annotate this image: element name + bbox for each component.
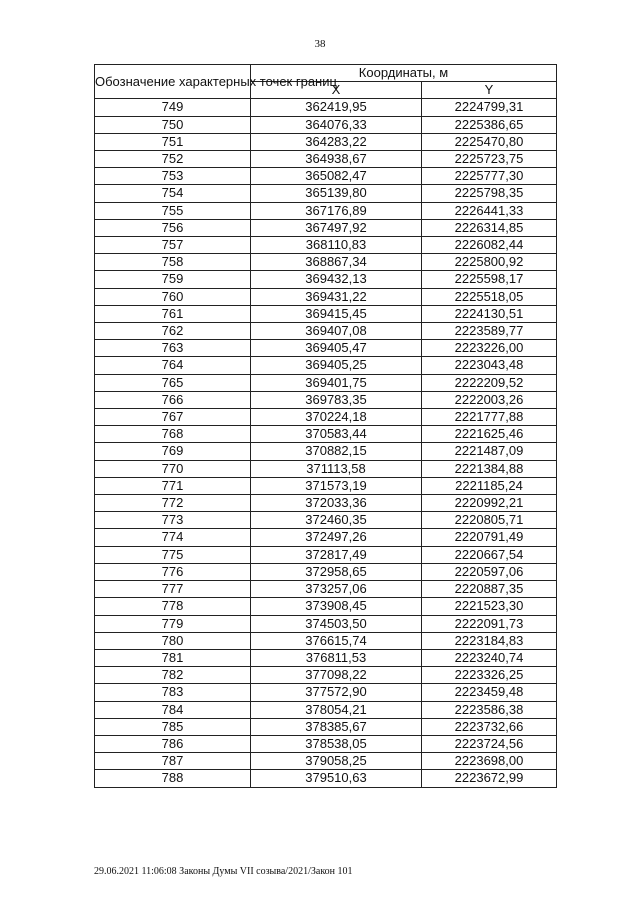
x-coordinate-cell: 376615,74 — [251, 632, 422, 649]
table-row — [95, 495, 557, 512]
y-coordinate-cell: 2226441,33 — [422, 202, 557, 219]
y-coordinate-cell: 2226314,85 — [422, 219, 557, 236]
table-row — [95, 770, 557, 787]
point-id-cell: 788 — [95, 770, 251, 787]
table-row — [95, 684, 557, 701]
point-id-cell: 756 — [95, 219, 251, 236]
table-row — [95, 288, 557, 305]
y-coordinate-cell: 2220805,71 — [422, 512, 557, 529]
x-coordinate-cell: 364938,67 — [251, 151, 422, 168]
header-designation: Обозначение характерных точек границ — [95, 65, 251, 99]
point-id-cell: 760 — [95, 288, 251, 305]
x-coordinate-cell: 362419,95 — [251, 99, 422, 116]
y-coordinate-cell: 2220667,54 — [422, 546, 557, 563]
x-coordinate-cell: 373257,06 — [251, 581, 422, 598]
table-row — [95, 151, 557, 168]
point-id-cell: 765 — [95, 374, 251, 391]
y-coordinate-cell: 2221777,88 — [422, 409, 557, 426]
point-id-cell: 783 — [95, 684, 251, 701]
point-id-cell: 773 — [95, 512, 251, 529]
point-id-cell: 781 — [95, 649, 251, 666]
x-coordinate-cell: 365139,80 — [251, 185, 422, 202]
table-row — [95, 598, 557, 615]
y-coordinate-cell: 2223698,00 — [422, 753, 557, 770]
point-id-cell: 750 — [95, 116, 251, 133]
y-coordinate-cell: 2223326,25 — [422, 667, 557, 684]
page-number: 38 — [314, 38, 326, 50]
y-coordinate-cell: 2223586,38 — [422, 701, 557, 718]
document-footer: 29.06.2021 11:06:08 Законы Думы VII созыва/2021/Закон 101 — [94, 866, 353, 877]
y-coordinate-cell: 2220597,06 — [422, 563, 557, 580]
table-row — [95, 357, 557, 374]
table-row — [95, 632, 557, 649]
y-coordinate-cell: 2224799,31 — [422, 99, 557, 116]
y-coordinate-cell: 2221384,88 — [422, 460, 557, 477]
point-id-cell: 763 — [95, 340, 251, 357]
y-coordinate-cell: 2223240,74 — [422, 649, 557, 666]
table-row — [95, 426, 557, 443]
table-row — [95, 340, 557, 357]
x-coordinate-cell: 364076,33 — [251, 116, 422, 133]
x-coordinate-cell: 372460,35 — [251, 512, 422, 529]
x-coordinate-cell: 364283,22 — [251, 133, 422, 150]
x-coordinate-cell: 378054,21 — [251, 701, 422, 718]
point-id-cell: 755 — [95, 202, 251, 219]
table-row — [95, 202, 557, 219]
table-row — [95, 391, 557, 408]
point-id-cell: 772 — [95, 495, 251, 512]
x-coordinate-cell: 373908,45 — [251, 598, 422, 615]
table-row — [95, 667, 557, 684]
y-coordinate-cell: 2225518,05 — [422, 288, 557, 305]
point-id-cell: 786 — [95, 735, 251, 752]
point-id-cell: 754 — [95, 185, 251, 202]
header-y: Y — [422, 82, 557, 99]
point-id-cell: 764 — [95, 357, 251, 374]
point-id-cell: 771 — [95, 477, 251, 494]
x-coordinate-cell: 369407,08 — [251, 323, 422, 340]
x-coordinate-cell: 369401,75 — [251, 374, 422, 391]
point-id-cell: 784 — [95, 701, 251, 718]
y-coordinate-cell: 2225777,30 — [422, 168, 557, 185]
x-coordinate-cell: 370224,18 — [251, 409, 422, 426]
x-coordinate-cell: 365082,47 — [251, 168, 422, 185]
x-coordinate-cell: 367497,92 — [251, 219, 422, 236]
table-row — [95, 753, 557, 770]
x-coordinate-cell: 379058,25 — [251, 753, 422, 770]
point-id-cell: 787 — [95, 753, 251, 770]
x-coordinate-cell: 369432,13 — [251, 271, 422, 288]
table-header — [95, 65, 557, 99]
y-coordinate-cell: 2223589,77 — [422, 323, 557, 340]
table-row — [95, 374, 557, 391]
point-id-cell: 769 — [95, 443, 251, 460]
y-coordinate-cell: 2223732,66 — [422, 718, 557, 735]
table-row — [95, 615, 557, 632]
table-row — [95, 701, 557, 718]
point-id-cell: 759 — [95, 271, 251, 288]
x-coordinate-cell: 378385,67 — [251, 718, 422, 735]
point-id-cell: 779 — [95, 615, 251, 632]
x-coordinate-cell: 370882,15 — [251, 443, 422, 460]
x-coordinate-cell: 369405,25 — [251, 357, 422, 374]
y-coordinate-cell: 2223226,00 — [422, 340, 557, 357]
y-coordinate-cell: 2223459,48 — [422, 684, 557, 701]
y-coordinate-cell: 2225386,65 — [422, 116, 557, 133]
table-row — [95, 99, 557, 116]
y-coordinate-cell: 2225598,17 — [422, 271, 557, 288]
x-coordinate-cell: 370583,44 — [251, 426, 422, 443]
x-coordinate-cell: 377098,22 — [251, 667, 422, 684]
x-coordinate-cell: 369415,45 — [251, 305, 422, 322]
header-coordinates: Координаты, м — [251, 65, 557, 82]
y-coordinate-cell: 2221523,30 — [422, 598, 557, 615]
table-row — [95, 512, 557, 529]
point-id-cell: 770 — [95, 460, 251, 477]
point-id-cell: 778 — [95, 598, 251, 615]
table-row — [95, 116, 557, 133]
y-coordinate-cell: 2220992,21 — [422, 495, 557, 512]
y-coordinate-cell: 2224130,51 — [422, 305, 557, 322]
x-coordinate-cell: 368110,83 — [251, 237, 422, 254]
point-id-cell: 757 — [95, 237, 251, 254]
point-id-cell: 782 — [95, 667, 251, 684]
y-coordinate-cell: 2220887,35 — [422, 581, 557, 598]
x-coordinate-cell: 377572,90 — [251, 684, 422, 701]
point-id-cell: 775 — [95, 546, 251, 563]
point-id-cell: 762 — [95, 323, 251, 340]
table-row — [95, 563, 557, 580]
y-coordinate-cell: 2226082,44 — [422, 237, 557, 254]
point-id-cell: 780 — [95, 632, 251, 649]
table-row — [95, 323, 557, 340]
coordinates-table — [94, 64, 557, 788]
point-id-cell: 767 — [95, 409, 251, 426]
x-coordinate-cell: 374503,50 — [251, 615, 422, 632]
x-coordinate-cell: 369431,22 — [251, 288, 422, 305]
point-id-cell: 758 — [95, 254, 251, 271]
y-coordinate-cell: 2223184,83 — [422, 632, 557, 649]
x-coordinate-cell: 369783,35 — [251, 391, 422, 408]
x-coordinate-cell: 372497,26 — [251, 529, 422, 546]
x-coordinate-cell: 379510,63 — [251, 770, 422, 787]
table-row — [95, 735, 557, 752]
table-row — [95, 649, 557, 666]
table-row — [95, 254, 557, 271]
y-coordinate-cell: 2222003,26 — [422, 391, 557, 408]
x-coordinate-cell: 372817,49 — [251, 546, 422, 563]
point-id-cell: 774 — [95, 529, 251, 546]
y-coordinate-cell: 2223672,99 — [422, 770, 557, 787]
table-row — [95, 133, 557, 150]
y-coordinate-cell: 2225798,35 — [422, 185, 557, 202]
table-row — [95, 443, 557, 460]
table-row — [95, 546, 557, 563]
table-row — [95, 185, 557, 202]
table-row — [95, 305, 557, 322]
table-row — [95, 409, 557, 426]
point-id-cell: 766 — [95, 391, 251, 408]
point-id-cell: 768 — [95, 426, 251, 443]
x-coordinate-cell: 368867,34 — [251, 254, 422, 271]
table-row — [95, 477, 557, 494]
y-coordinate-cell: 2221185,24 — [422, 477, 557, 494]
table-row — [95, 271, 557, 288]
x-coordinate-cell: 372033,36 — [251, 495, 422, 512]
x-coordinate-cell: 376811,53 — [251, 649, 422, 666]
y-coordinate-cell: 2221625,46 — [422, 426, 557, 443]
table-row — [95, 237, 557, 254]
header-x: X — [251, 82, 422, 99]
y-coordinate-cell: 2220791,49 — [422, 529, 557, 546]
y-coordinate-cell: 2221487,09 — [422, 443, 557, 460]
point-id-cell: 752 — [95, 151, 251, 168]
table-row — [95, 219, 557, 236]
y-coordinate-cell: 2225800,92 — [422, 254, 557, 271]
point-id-cell: 749 — [95, 99, 251, 116]
y-coordinate-cell: 2225470,80 — [422, 133, 557, 150]
point-id-cell: 761 — [95, 305, 251, 322]
table-row — [95, 460, 557, 477]
x-coordinate-cell: 371113,58 — [251, 460, 422, 477]
point-id-cell: 777 — [95, 581, 251, 598]
y-coordinate-cell: 2222091,73 — [422, 615, 557, 632]
table-row — [95, 168, 557, 185]
table-body — [95, 99, 557, 787]
point-id-cell: 753 — [95, 168, 251, 185]
table-row — [95, 718, 557, 735]
point-id-cell: 776 — [95, 563, 251, 580]
y-coordinate-cell: 2223724,56 — [422, 735, 557, 752]
table-row — [95, 581, 557, 598]
point-id-cell: 785 — [95, 718, 251, 735]
y-coordinate-cell: 2223043,48 — [422, 357, 557, 374]
point-id-cell: 751 — [95, 133, 251, 150]
y-coordinate-cell: 2225723,75 — [422, 151, 557, 168]
x-coordinate-cell: 378538,05 — [251, 735, 422, 752]
x-coordinate-cell: 371573,19 — [251, 477, 422, 494]
x-coordinate-cell: 372958,65 — [251, 563, 422, 580]
x-coordinate-cell: 369405,47 — [251, 340, 422, 357]
x-coordinate-cell: 367176,89 — [251, 202, 422, 219]
y-coordinate-cell: 2222209,52 — [422, 374, 557, 391]
table-row — [95, 529, 557, 546]
